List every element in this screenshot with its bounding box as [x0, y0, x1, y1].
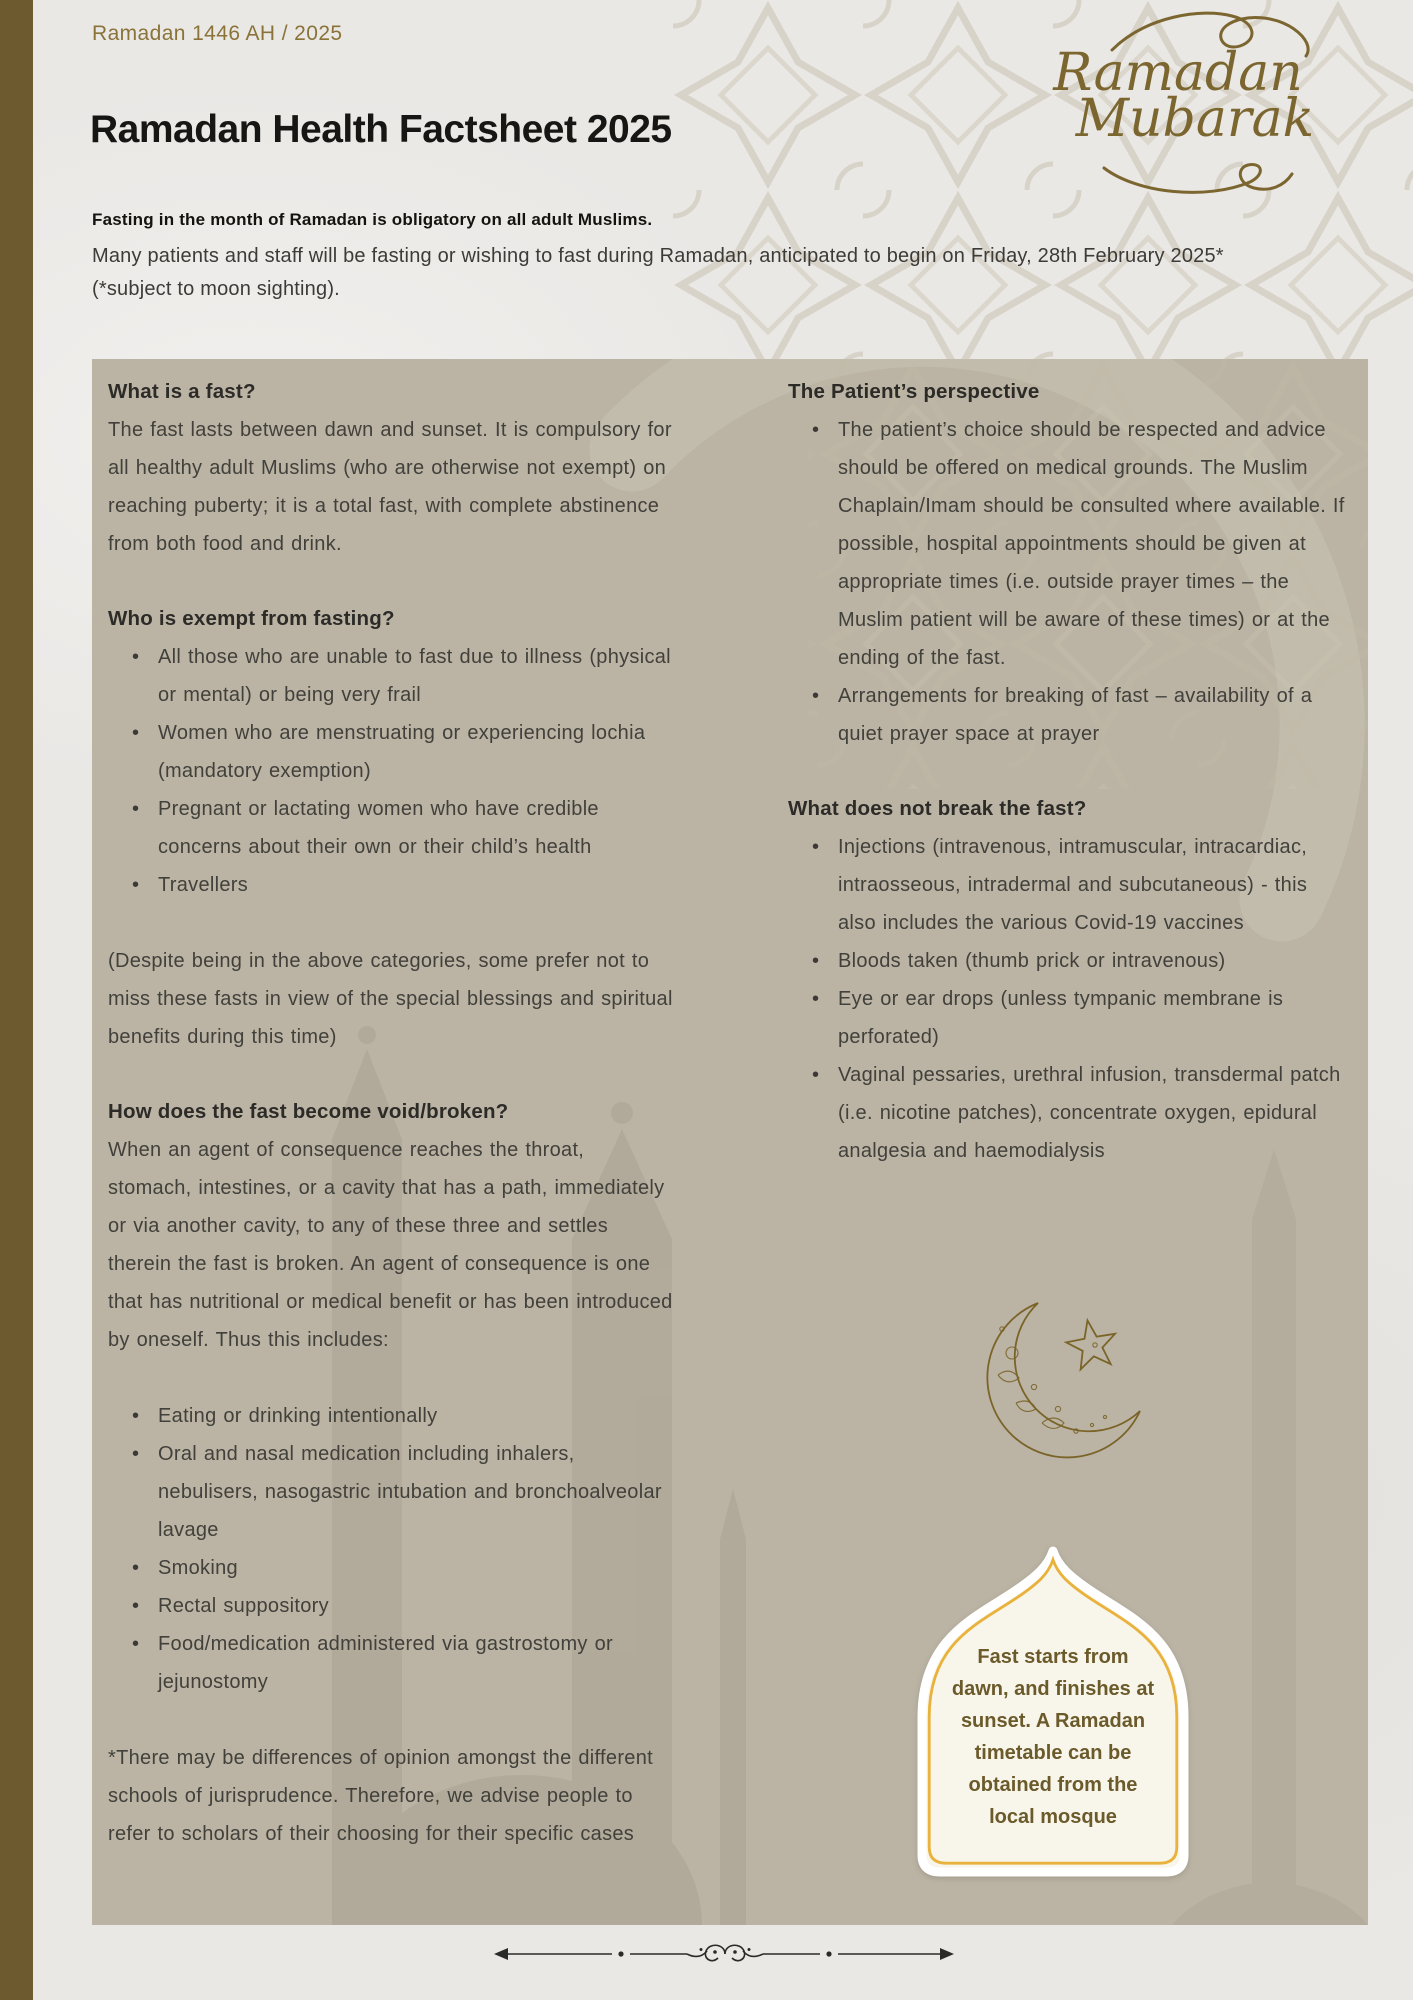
content-section [108, 1093, 673, 1853]
ornamental-divider-icon [494, 1941, 954, 1967]
footnote-paragraph: (Despite being in the above categories, some prefer not to miss these fasts in view of the special blessings and spiritual benefits during this time) [108, 950, 673, 1048]
section-heading: How does the fast become void/broken? [108, 1100, 509, 1123]
bullet-list [788, 411, 1348, 753]
footnote-paragraph: *There may be differences of opinion amongst the different schools of jurisprudence. Therefore, we advise people to refer to scholars of their choosing for their specific cases [108, 1747, 653, 1845]
arch-callout-line: Fast starts from [977, 1646, 1129, 1668]
section-heading: Who is exempt from fasting? [108, 607, 395, 630]
logo-word-ramadan: Ramadan [1053, 43, 1303, 103]
bullet-item: • The patient’s choice should be respected and advice should be offered on medical grounds. The Muslim Chaplain/Imam should be consulted where available. If possible, hospital appointments should be given at appropriate times (i.e. outside prayer times – the Muslim patient will be aware of these times) or at the ending of the fast. [838, 411, 1348, 677]
arch-callout-line: obtained from the [968, 1774, 1138, 1796]
section-heading: The Patient’s perspective [788, 380, 1040, 403]
arch-callout-line: dawn, and finishes at [951, 1678, 1155, 1700]
intro-line: Many patients and staff will be fasting or wishing to fast during Ramadan, anticipated to begin on Friday, 28th February 2025* [92, 245, 1224, 267]
intro-line: (*subject to moon sighting). [92, 278, 340, 300]
bullet-item: • Pregnant or lactating women who have credible concerns about their own or their child’s health [158, 790, 673, 866]
intro-paragraph [92, 240, 1224, 306]
arch-callout-text [933, 1641, 1173, 1833]
arch-callout-line: local mosque [989, 1806, 1117, 1828]
content-panel [92, 359, 1368, 1925]
page-title: Ramadan Health Factsheet 2025 [90, 108, 672, 151]
bullet-item: • Women who are menstruating or experiencing lochia (mandatory exemption) [158, 714, 673, 790]
bullet-item: • Travellers [158, 866, 673, 904]
bullet-item: • Eye or ear drops (unless tympanic membrane is perforated) [838, 980, 1348, 1056]
arch-callout-line: timetable can be [974, 1742, 1132, 1764]
bullet-item: • Oral and nasal medication including inhalers, nebulisers, nasogastric intubation and bronchoalveolar lavage [158, 1435, 673, 1549]
bullet-list [108, 1397, 673, 1701]
content-section [108, 373, 673, 563]
body-paragraph: When an agent of consequence reaches the throat, stomach, intestines, or a cavity that has a path, immediately or via another cavity, to any of these three and settles therein the fast is broken. An agent of consequence is one that has nutritional or medical benefit or has been introduced by oneself. Thus this includes: [108, 1139, 673, 1351]
bullet-list [788, 828, 1348, 1170]
bullet-item: • Vaginal pessaries, urethral infusion, transdermal patch (i.e. nicotine patches), concentrate oxygen, epidural analgesia and haemodialysis [838, 1056, 1348, 1170]
bullet-item: • All those who are unable to fast due to illness (physical or mental) or being very frail [158, 638, 673, 714]
content-section [108, 600, 673, 1056]
left-column [108, 373, 673, 1853]
bullet-list [108, 638, 673, 904]
arch-callout-line: sunset. A Ramadan [960, 1710, 1146, 1732]
section-heading: What does not break the fast? [788, 797, 1087, 820]
bullet-item: • Bloods taken (thumb prick or intravenous) [838, 942, 1348, 980]
ramadan-mubarak-calligraphy [1018, 4, 1338, 184]
section-heading: What is a fast? [108, 380, 256, 403]
intro-bold-statement: Fasting in the month of Ramadan is obligatory on all adult Muslims. [92, 210, 653, 229]
logo-word-mubarak: Mubarak [1075, 89, 1315, 149]
calligraphy-flourish-icon [1098, 160, 1298, 200]
bullet-item: • Food/medication administered via gastrostomy or jejunostomy [158, 1625, 673, 1701]
content-section [788, 790, 1348, 1170]
document-eyebrow: Ramadan 1446 AH / 2025 [92, 22, 343, 45]
bullet-item: • Arrangements for breaking of fast – availability of a quiet prayer space at prayer [838, 677, 1348, 753]
calligraphy-flourish-icon [1106, 6, 1316, 58]
content-section [788, 373, 1348, 753]
bullet-item: • Eating or drinking intentionally [158, 1397, 673, 1435]
body-paragraph: The fast lasts between dawn and sunset. It is compulsory for all healthy adult Muslims (who are otherwise not exempt) on reaching puberty; it is a total fast, with complete abstinence from both food and drink. [108, 419, 672, 555]
left-accent-bar [0, 0, 33, 2000]
bullet-item: • Injections (intravenous, intramuscular, intracardiac, intraosseous, intradermal and subcutaneous) - this also includes the various Covid-19 vaccines [838, 828, 1348, 942]
bullet-item: • Smoking [158, 1549, 673, 1587]
bullet-item: • Rectal suppository [158, 1587, 673, 1625]
